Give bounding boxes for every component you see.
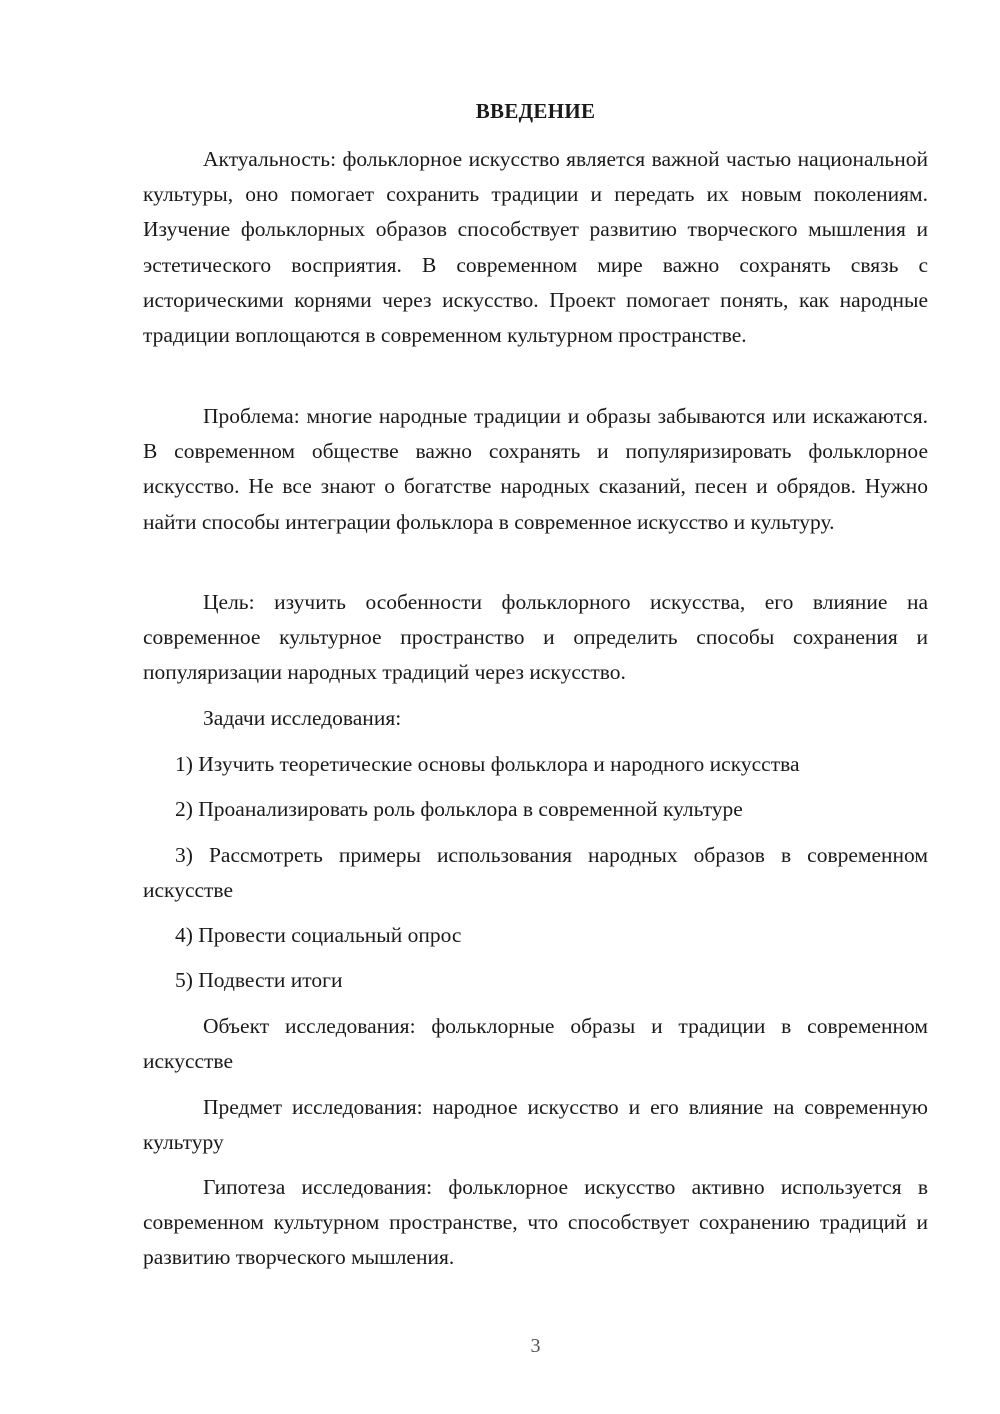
- paragraph-hypothesis: Гипотеза исследования: фольклорное искусство активно используется в современном культурном пространстве, что способствует сохранению традиций и развитию творческого мышления.: [143, 1175, 928, 1270]
- paragraph-problem: Проблема: многие народные традиции и образы забываются или искажаются. В современном обществе важно сохранять и популяризировать фольклорное искусство. Не все знают о богатстве народных сказаний, песен и обрядов. Нужно найти способы интеграции фольклора в современное искусство и культуру.: [143, 404, 928, 534]
- paragraph-subject: Предмет исследования: народное искусство и его влияние на современную культуру: [143, 1095, 928, 1155]
- task-item-4: 4) Провести социальный опрос: [175, 923, 462, 947]
- paragraph-goal: Цель: изучить особенности фольклорного искусства, его влияние на современное культурное пространство и определить способы сохранения и популяризации народных традиций через искусство.: [143, 590, 928, 685]
- paragraph-object: Объект исследования: фольклорные образы и традиции в современном искусстве: [143, 1014, 928, 1074]
- task-item-2: 2) Проанализировать роль фольклора в современной культуре: [175, 797, 743, 821]
- task-item-1: 1) Изучить теоретические основы фольклора и народного искусства: [175, 752, 800, 776]
- paragraph-relevance: Актуальность: фольклорное искусство является важной частью национальной культуры, оно помогает сохранить традиции и передать их новым поколениям. Изучение фольклорных образов способствует развитию творческого мышления и эстетического восприятия. В современном мире важно сохранять связь с историческими корнями через искусство. Проект помогает понять, как народные традиции воплощаются в современном культурном пространстве.: [143, 147, 928, 348]
- task-item-3: 3) Рассмотреть примеры использования народных образов в современном искусстве: [143, 843, 928, 903]
- task-item-5: 5) Подвести итоги: [175, 968, 343, 992]
- page-number: 3: [530, 1335, 541, 1357]
- document-page: [143, 0, 928, 1414]
- page-title: ВВЕДЕНИЕ: [475, 99, 596, 123]
- tasks-heading: Задачи исследования:: [203, 706, 402, 730]
